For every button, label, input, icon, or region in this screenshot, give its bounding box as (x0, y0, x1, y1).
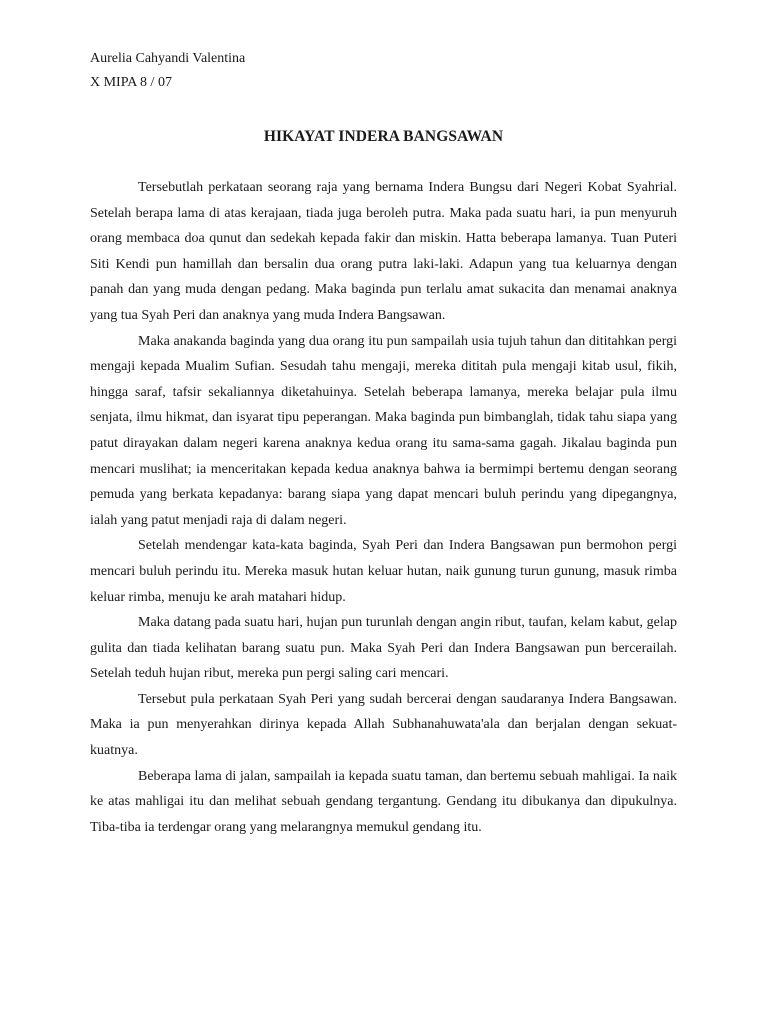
paragraph-3: Setelah mendengar kata-kata baginda, Syah Peri dan Indera Bangsawan pun bermohon pergi mencari buluh perindu itu. Mereka masuk hutan keluar hutan, naik gunung turun gunung, masuk rimba keluar rimba, menuju ke arah matahari hidup. (90, 538, 677, 605)
document-page (90, 47, 677, 840)
paragraph-6: Beberapa lama di jalan, sampailah ia kepada suatu taman, dan bertemu sebuah mahligai. Ia naik ke atas mahligai itu dan melihat sebuah gendang tergantung. Gendang itu dibukanya dan dipukulnya. Tiba-tiba ia terdengar orang yang melarangnya memukul gendang itu. (90, 768, 677, 835)
document-body (90, 175, 677, 840)
class-number: X MIPA 8 / 07 (90, 75, 172, 90)
author-name: Aurelia Cahyandi Valentina (90, 51, 246, 66)
paragraph-5: Tersebut pula perkataan Syah Peri yang sudah bercerai dengan saudaranya Indera Bangsawan. Maka ia pun menyerahkan dirinya kepada Allah Subhanahuwata'ala dan berjalan dengan sekuat-kuatnya. (90, 691, 677, 759)
document-title: HIKAYAT INDERA BANGSAWAN (263, 128, 504, 145)
paragraph-2: Maka anakanda baginda yang dua orang itu pun sampailah usia tujuh tahun dan dititahkan pergi mengaji kepada Mualim Sufian. Sesudah tahu mengaji, mereka dititah pula mengaji kitab usul, fikih, hingga saraf, tafsir sekaliannya diketahuinya. Setelah beberapa lamanya, mereka belajar pula ilmu senjata, ilmu hikmat, dan isyarat tipu peperangan. Maka baginda pun bimbanglah, tidak tahu siapa yang patut dirayakan dalam negeri karena anaknya kedua orang itu sama-sama gagah. Jikalau baginda pun mencari muslihat; ia menceritakan kepada kedua anaknya bahwa ia bermimpi bertemu dengan seorang pemuda yang berkata kepadanya: barang siapa yang dapat mencari buluh perindu yang dipegangnya, ialah yang patut menjadi raja di dalam negeri. (90, 333, 677, 528)
paragraph-4: Maka datang pada suatu hari, hujan pun turunlah dengan angin ribut, taufan, kelam kabut, gelap gulita dan tiada kelihatan barang suatu pun. Maka Syah Peri dan Indera Bangsawan pun bercerailah. Setelah teduh hujan ribut, mereka pun pergi saling cari mencari. (90, 615, 677, 682)
paragraph-1: Tersebutlah perkataan seorang raja yang bernama Indera Bungsu dari Negeri Kobat Syahrial. Setelah berapa lama di atas kerajaan, tiada juga beroleh putra. Maka pada suatu hari, ia pun menyuruh orang membaca doa qunut dan sedekah kepada fakir dan miskin. Hatta beberapa lamanya. Tuan Puteri Siti Kendi pun hamillah dan bersalin dua orang putra laki-laki. Adapun yang tua keluarnya dengan panah dan yang muda dengan pedang. Maka baginda pun terlalu amat sukacita dan menamai anaknya yang tua Syah Peri dan anaknya yang muda Indera Bangsawan. (90, 180, 677, 323)
